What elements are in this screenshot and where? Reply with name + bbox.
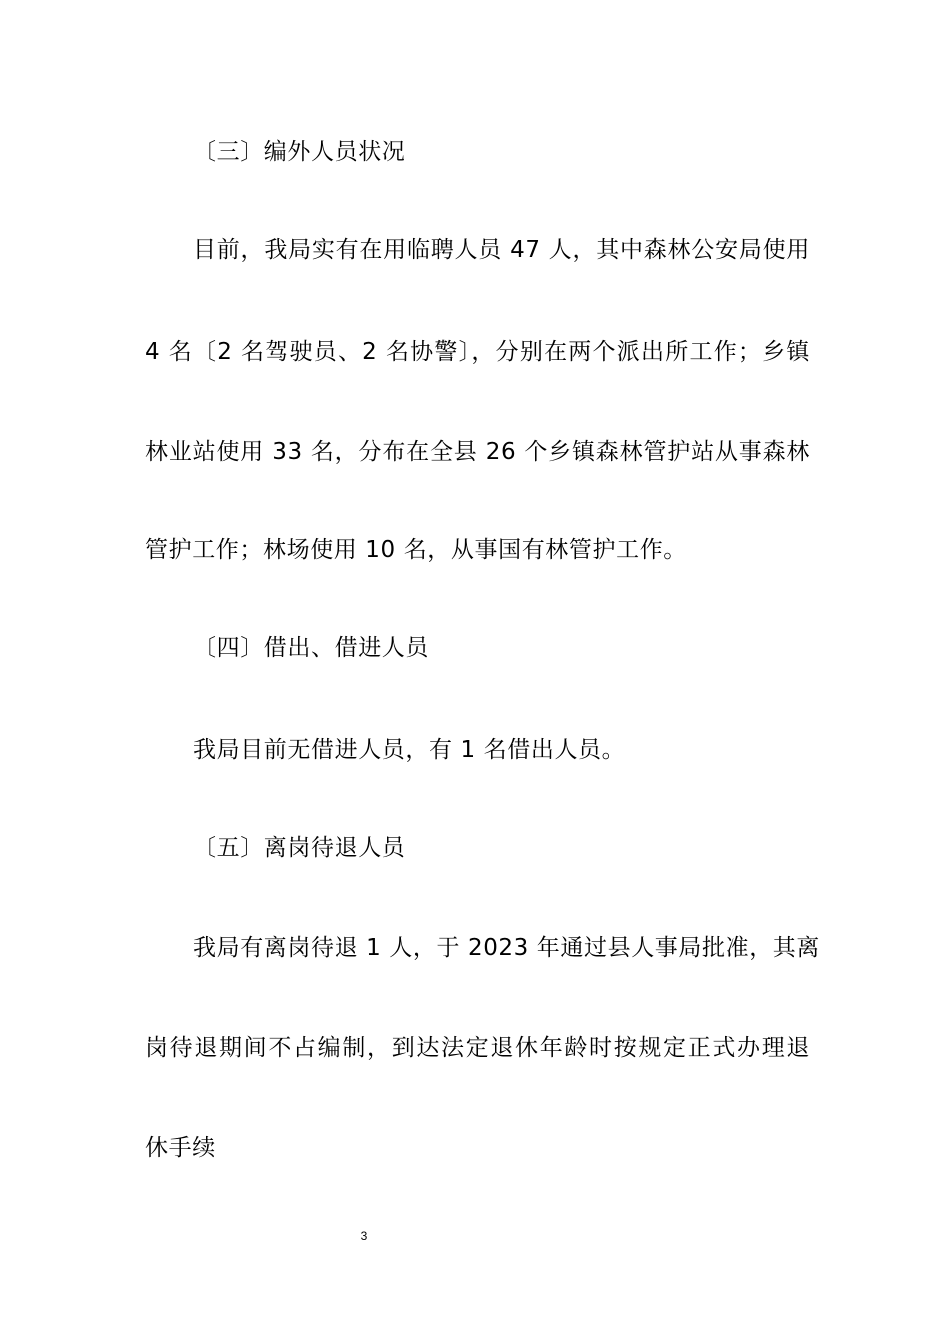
section-heading-lent-borrowed-staff: 〔四〕借出、借进人员 [193, 635, 429, 661]
page-number: 3 [360, 1229, 368, 1243]
paragraph-line: 岗待退期间不占编制，到达法定退休年龄时按规定正式办理退 [145, 1035, 810, 1061]
paragraph-line: 我局有离岗待退 1 人，于 2023 年通过县人事局批准，其离 [193, 935, 821, 961]
paragraph-line: 4 名〔2 名驾驶员、2 名协警〕，分别在两个派出所工作；乡镇 [145, 339, 810, 365]
section-heading-staff-outside-quota: 〔三〕编外人员状况 [193, 139, 406, 165]
section-heading-pre-retirement-staff: 〔五〕离岗待退人员 [193, 835, 406, 861]
paragraph-line: 休手续 [145, 1135, 216, 1161]
paragraph-line: 管护工作；林场使用 10 名，从事国有林管护工作。 [145, 537, 687, 563]
paragraph-line: 我局目前无借进人员，有 1 名借出人员。 [193, 737, 626, 763]
paragraph-line: 目前，我局实有在用临聘人员 47 人，其中森林公安局使用 [193, 237, 810, 263]
paragraph-line: 林业站使用 33 名，分布在全县 26 个乡镇森林管护站从事森林 [145, 439, 810, 465]
